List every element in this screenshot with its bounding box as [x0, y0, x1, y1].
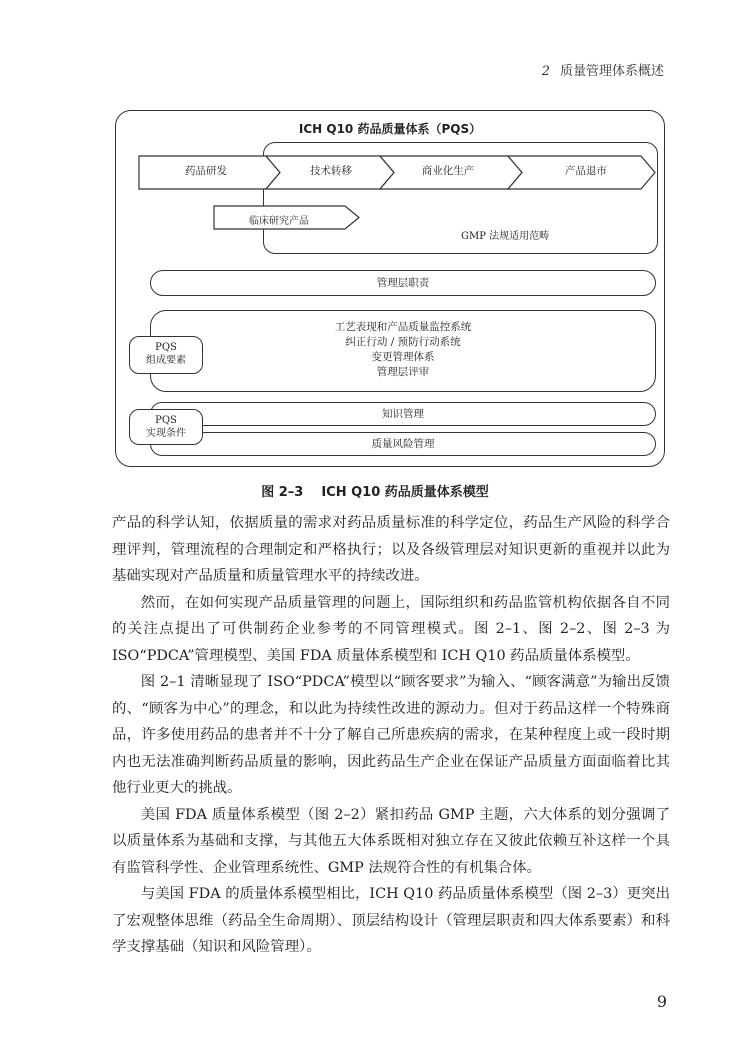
stage-tech-transfer: 技术转移	[310, 165, 352, 177]
caption-text: ICH Q10 药品质量体系模型	[321, 485, 489, 500]
figure-caption	[0, 481, 750, 500]
clinical-products: 临床研究产品	[249, 216, 309, 227]
caption-number: 图 2–3	[261, 485, 304, 500]
pqs-elements-tag: PQS 组成要素	[129, 336, 203, 374]
body-text	[112, 510, 670, 961]
element-monitoring: 工艺表现和产品质量监控系统	[334, 321, 472, 333]
element-change-mgmt: 变更管理体系	[371, 351, 435, 363]
gmp-label: GMP 法规适用范畴	[461, 231, 550, 242]
element-capa: 纠正行动 / 预防行动系统	[345, 336, 461, 348]
management-responsibility: 管理层职责	[150, 270, 656, 296]
paragraph: 图 2–1 清晰显现了 ISO“PDCA”模型以“顾客要求”为输入、“顾客满意”为输出反馈的、“顾客为中心”的理念，和以此为持续性改进的源动力。但对于药品这样一个特殊商品，许多使用药品的患者并不十分了解自己所患疾病的需求，在某种程度上或一段时期内也无法准确判断药品质量的影响，因此药品生产企业在保证产品质量方面面临着比其他行业更大的挑战。	[112, 674, 670, 796]
stage-discontinuation: 产品退市	[565, 165, 607, 177]
quality-risk-management: 质量风险管理	[150, 432, 656, 456]
pqs-enablers-tag: PQS 实现条件	[129, 409, 203, 445]
knowledge-management: 知识管理	[150, 402, 656, 426]
paragraph: 与美国 FDA 的质量体系模型相比，ICH Q10 药品质量体系模型（图 2–3）更突出了宏观整体思维（药品全生命周期）、顶层结构设计（管理层职责和四大体系要素）和科学支撑基础（知识和风险管理）。	[112, 886, 670, 955]
chapter-title: 质量管理体系概述	[559, 64, 664, 79]
running-head	[542, 60, 664, 79]
pqs-elements-box	[150, 310, 656, 392]
stage-commercial: 商业化生产	[421, 165, 475, 177]
stage-development: 药品研发	[185, 165, 227, 177]
paragraph: 然而，在如何实现产品质量管理的问题上，国际组织和药品监管机构依据各自不同的关注点提出了可供制药企业参考的不同管理模式。图 2–1、图 2–2、图 2–3 为 ISO“PDCA”管理模型、美国 FDA 质量体系模型和 ICH Q10 药品质量体系模型。	[112, 594, 670, 664]
paragraph: 美国 FDA 质量体系模型（图 2–2）紧扣药品 GMP 主题，六大体系的划分强调了以质量体系为基础和支撑，与其他五大体系既相对独立存在又彼此依赖互补这样一个具有监管科学性、企业管理系统性、GMP 法规符合性的有机集合体。	[112, 806, 670, 876]
pqs-diagram	[115, 110, 665, 467]
paragraph: 产品的科学认知，依据质量的需求对药品质量标准的科学定位，药品生产风险的科学合理评判，管理流程的合理制定和严格执行；以及各级管理层对知识更新的重视并以此为基础实现对产品质量和质量管理水平的持续改进。	[112, 515, 670, 584]
page-number: 9	[656, 992, 667, 1011]
diagram-title: ICH Q10 药品质量体系（PQS）	[298, 122, 482, 136]
chapter-number: 2	[541, 64, 550, 79]
element-mgmt-review: 管理层评审	[376, 366, 430, 378]
